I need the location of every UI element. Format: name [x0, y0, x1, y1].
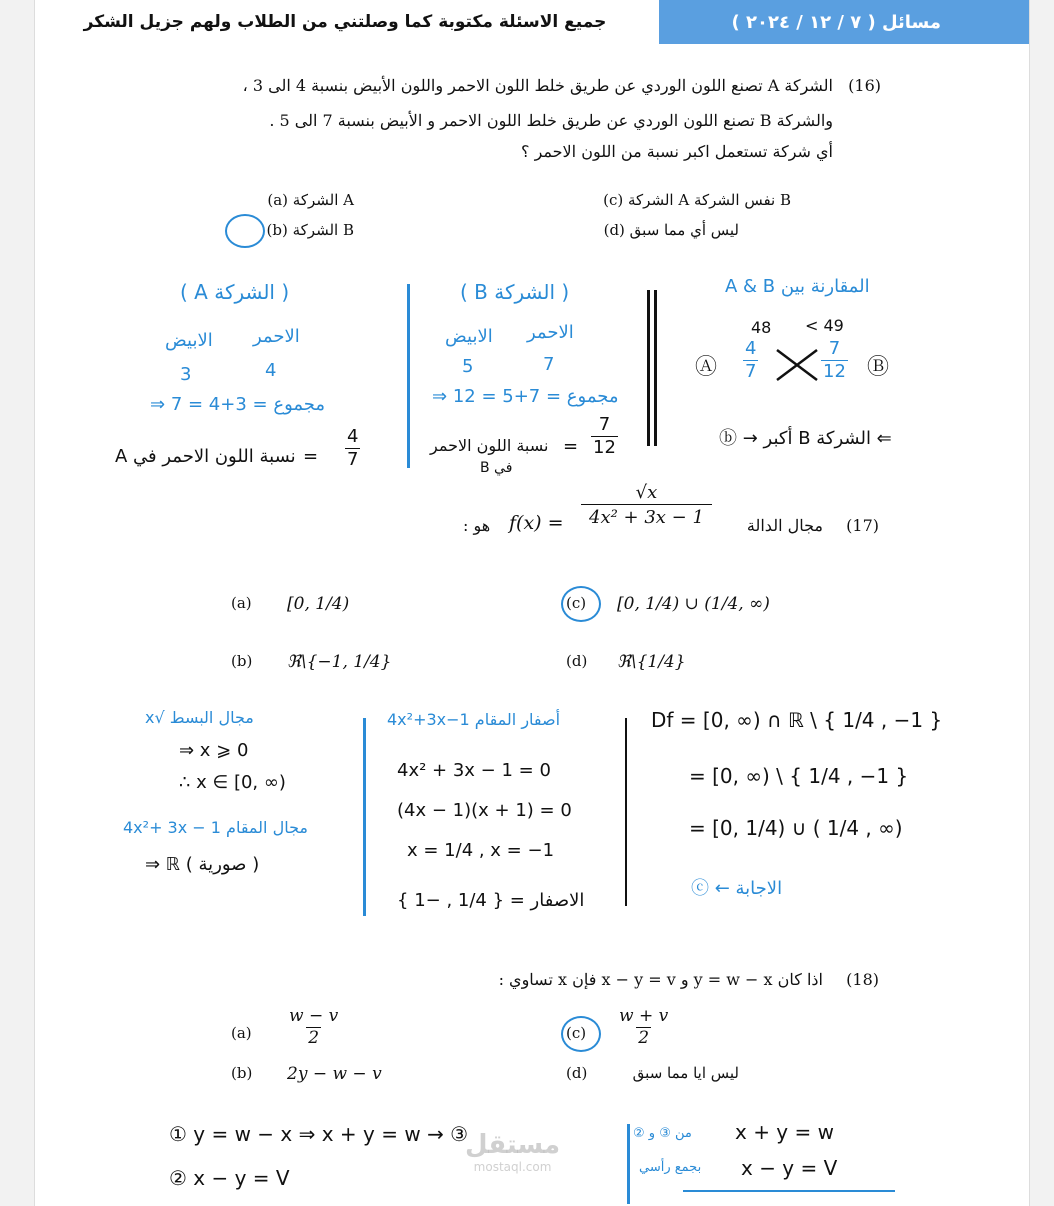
q17-denominator: 4x² + 3x − 1 [581, 504, 712, 527]
comparison-49: < 49 [805, 316, 844, 335]
q17-option-c-label[interactable]: (c) [566, 594, 587, 612]
company-a-ratio-num: 4 [347, 426, 359, 447]
domain-l2: = [0, ∞) \ { 1/4 , −1 } [689, 764, 909, 788]
comparison-title: المقارنة بين A & B [725, 276, 870, 297]
double-bar-right [654, 290, 657, 446]
company-b-white-label: الابيض [445, 326, 493, 347]
company-b-ratio-equals: = [563, 436, 579, 457]
q17-option-a-text[interactable]: [0, 1/4) [287, 594, 350, 614]
q18-work-r1: x + y = w [735, 1120, 834, 1144]
company-a-ratio-equals: = [303, 446, 319, 467]
company-b-sum: ⇒ مجموع = 7+5 = 12 [432, 386, 619, 407]
zeros-l4: الاصفار = { 1/4 , −1 } [397, 890, 585, 911]
watermark-site: mostaql.com [473, 1160, 552, 1174]
company-b-ratio-fraction [591, 416, 618, 457]
watermark-name: مستقل [465, 1130, 561, 1160]
numerator-domain-title: مجال البسط √x [145, 708, 254, 727]
q18-work-r2: x − y = V [741, 1156, 838, 1180]
divider-line [407, 284, 410, 468]
numerator-domain-l1: ⇒ x ⩾ 0 [179, 740, 249, 761]
q17-option-a-label[interactable]: (a) [231, 594, 252, 612]
company-b-red-value: 7 [543, 354, 555, 375]
document-page [34, 0, 1030, 1206]
company-b-title: ( الشركة B ) [460, 280, 570, 304]
cross-multiply-icon [775, 348, 819, 382]
company-a-red-label: الاحمر [253, 326, 300, 347]
comparison-result: ⇐ الشركة B أكبر → ⓑ [719, 428, 892, 449]
q18-work-l1: ① y = w − x ⇒ x + y = w → ③ [169, 1122, 469, 1146]
comparison-den-b: 12 [823, 361, 846, 382]
q18-option-a-num: w − v [289, 1006, 339, 1026]
q18-divider [627, 1124, 630, 1204]
comparison-num-b: 7 [828, 338, 841, 359]
company-b-white-value: 5 [462, 356, 474, 377]
header-bar [35, 0, 1030, 44]
q16-answer-circle [225, 214, 265, 248]
q18-work-l2: ② x − y = V [169, 1166, 290, 1190]
company-a-white-value: 3 [180, 364, 192, 385]
company-a-ratio-fraction [345, 428, 360, 469]
q16-number: (16) [848, 76, 881, 95]
company-b-ratio-num: 7 [598, 414, 611, 435]
denominator-domain-l1: ⇒ ℝ ( صورية ) [145, 854, 260, 875]
q18-option-b-text[interactable]: 2y − w − v [287, 1064, 382, 1084]
q17-option-d-label[interactable]: (d) [566, 652, 588, 670]
zeros-title: أصفار المقام 4x²+3x−1 [387, 710, 561, 729]
q16-option-c[interactable]: (c) الشركة A نفس الشركة B [603, 191, 791, 209]
q17-number: (17) [846, 516, 879, 535]
watermark [465, 1130, 560, 1174]
q16-line3: أي شركة تستعمل اكبر نسبة من اللون الاحمر ؟ [521, 142, 833, 161]
header-note: جميع الاسئلة مكتوبة كما وصلتني من الطلاب ولهم جزيل الشكر [83, 12, 607, 32]
q18-option-d-label[interactable]: (d) [566, 1064, 588, 1082]
q18-work-note-1: من ③ و ② [633, 1126, 692, 1141]
q17-option-b-text[interactable]: ℜ\{−1, 1/4} [287, 652, 392, 672]
q16-line1: الشركة A تصنع اللون الوردي عن طريق خلط اللون الاحمر واللون الأبيض بنسبة 4 الى 3 ، [242, 76, 833, 95]
q18-option-c-fraction[interactable] [617, 1008, 670, 1047]
comparison-fraction-a [743, 340, 758, 381]
comparison-48: 48 [751, 318, 772, 337]
q17-numerator: √x [635, 482, 658, 503]
comparison-num-a: 4 [745, 338, 757, 359]
q17-tail: هو : [463, 516, 491, 535]
q17-function: f(x) = [509, 512, 564, 534]
company-a-red-value: 4 [265, 360, 277, 381]
double-bar-left [647, 290, 650, 446]
denominator-domain-title: مجال المقام 4x²+ 3x − 1 [123, 818, 308, 837]
q18-option-a-den: 2 [308, 1028, 320, 1048]
q17-divider-2 [625, 718, 627, 906]
company-b-ratio-den: 12 [593, 437, 616, 458]
q17-option-c-text[interactable]: [0, 1/4) ∪ (1/4, ∞) [617, 594, 770, 614]
company-b-ratio-label: نسبة اللون الاحمر [430, 436, 549, 455]
q16-option-a[interactable]: (a) الشركة A [267, 191, 354, 209]
q17-divider-1 [363, 718, 366, 916]
q18-option-c-den: 2 [638, 1028, 650, 1048]
comparison-b-mark: Ⓑ [867, 355, 890, 380]
zeros-l1: 4x² + 3x − 1 = 0 [397, 760, 551, 781]
company-a-ratio-label: نسبة اللون الاحمر في A [115, 446, 296, 467]
answer-note: الاجابة ← ⓒ [691, 878, 783, 899]
numerator-domain-l2: ∴ x ∈ [0, ∞) [179, 772, 286, 793]
company-b-ratio-label-2: في B [480, 460, 513, 476]
q18-option-c-label[interactable]: (c) [566, 1024, 587, 1042]
zeros-l2: (4x − 1)(x + 1) = 0 [397, 800, 572, 821]
q18-option-c-num: w + v [619, 1006, 669, 1026]
q18-option-b-label[interactable]: (b) [231, 1064, 253, 1082]
q18-work-note-2: بجمع رأسي [639, 1160, 702, 1175]
q18-option-a-label[interactable]: (a) [231, 1024, 252, 1042]
company-b-red-label: الاحمر [527, 322, 574, 343]
header-title: مسائل ( ٧ / ١٢ / ٢٠٢٤ ) [659, 0, 1030, 44]
company-a-white-label: الابيض [165, 330, 213, 351]
q17-option-b-label[interactable]: (b) [231, 652, 253, 670]
domain-l3: = [0, 1/4) ∪ ( 1/4 , ∞) [689, 816, 903, 840]
domain-l1: Df = [0, ∞) ∩ ℝ \ { 1/4 , −1 } [651, 708, 943, 732]
company-a-ratio-den: 7 [347, 449, 359, 470]
comparison-a-mark: Ⓐ [695, 355, 718, 380]
q17-option-d-text[interactable]: ℜ\{1/4} [617, 652, 686, 672]
company-a-sum: ⇒ مجموع = 3+4 = 7 [150, 394, 326, 415]
q16-option-b[interactable]: (b) الشركة B [266, 221, 354, 239]
comparison-den-a: 7 [745, 361, 757, 382]
sum-underline [683, 1190, 895, 1192]
q17-lead: مجال الدالة [746, 516, 823, 535]
q18-option-d-text[interactable]: ليس ايا مما سبق [632, 1064, 739, 1082]
q18-option-a-fraction[interactable] [287, 1008, 340, 1047]
q18-stem: اذا كان y = w − x و x − y = v فإن x تساوي : [498, 970, 823, 989]
zeros-l3: x = 1/4 , x = −1 [407, 840, 555, 861]
comparison-fraction-b [821, 340, 848, 381]
q17-fraction [581, 484, 712, 527]
q16-option-d[interactable]: (d) ليس أي مما سبق [603, 221, 739, 239]
q16-line2: والشركة B تصنع اللون الوردي عن طريق خلط اللون الاحمر و الأبيض بنسبة 7 الى 5 . [269, 111, 833, 130]
company-a-title: ( الشركة A ) [180, 280, 290, 304]
q18-number: (18) [846, 970, 879, 989]
